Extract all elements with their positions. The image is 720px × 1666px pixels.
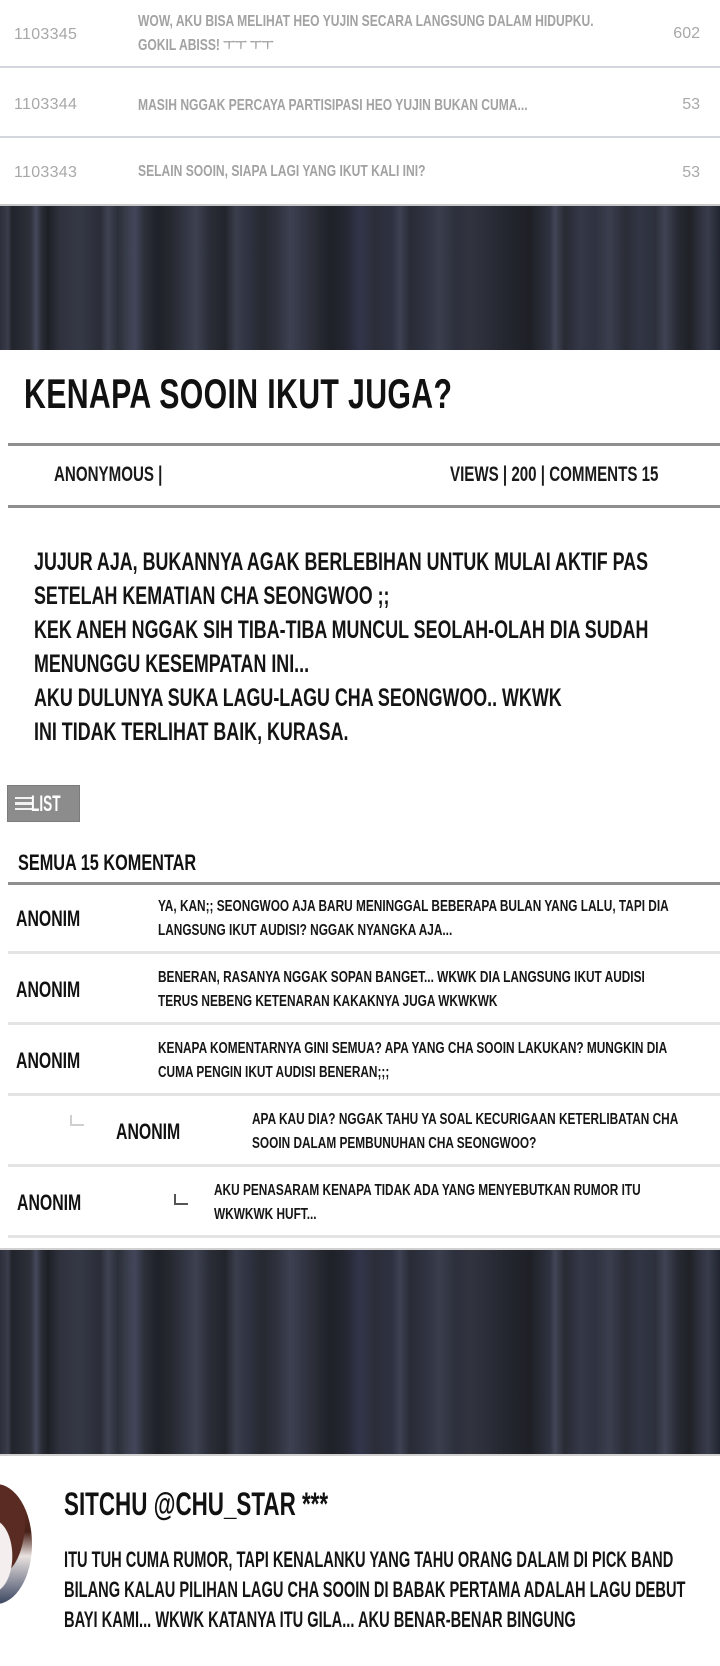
comment-text: AKU PENASARAM KENAPA TIDAK ADA YANG MENYEBUTKAN RUMOR ITU WKWKWK HUFT... [214, 1182, 641, 1223]
comment-text: KENAPA KOMENTARNYA GINI SEMUA? APA YANG CHA SOOIN LAKUKAN? MUNGKIN DIA CUMA PENGIN IKUT AUDISI BENERAN;;; [158, 1040, 668, 1081]
thread-row[interactable] [0, 140, 720, 204]
list-button-label: LIST [31, 790, 61, 816]
comment-author: ANONIM [116, 1119, 181, 1144]
thread-row[interactable] [0, 0, 720, 68]
list-button[interactable] [7, 785, 80, 822]
thread-row[interactable] [0, 70, 720, 138]
divider [8, 505, 720, 508]
divider [8, 443, 720, 446]
thread-count: 53 [682, 96, 700, 113]
comment-author: ANONIM [16, 977, 81, 1002]
post-body: JUJUR AJA, BUKANNYA AGAK BERLEBIHAN UNTUK MULAI AKTIF PAS SETELAH KEMATIAN CHA SEONGWOO ;; KEK ANEH NGGAK SIH TIBA-TIBA MUNCUL SEOLAH-OLAH DIA SUDAH MENUNGGU KESEMPATAN INI... AKU DULUNYA SUKA LAGU-LAGU CHA SEONGWOO.. WKWK INI TIDAK TERLIHAT BAIK, KURASA. [34, 548, 649, 746]
thread-title[interactable]: SELAIN SOOIN, SIAPA LAGI YANG IKUT KALI INI? [138, 163, 426, 180]
comment-author: ANONIM [16, 1048, 81, 1073]
comments-heading: SEMUA 15 KOMENTAR [18, 850, 197, 875]
thread-count: 53 [682, 164, 700, 181]
hamburger-icon [15, 797, 26, 811]
thread-title[interactable]: WOW, AKU BISA MELIHAT HEO YUJIN SECARA LANGSUNG DALAM HIDUPKU. GOKIL ABISS! ㅜㅜ ㅜㅜ [138, 13, 594, 54]
sitchu-post-body: ITU TUH CUMA RUMOR, TAPI KENALANKU YANG TAHU ORANG DALAM DI PICK BAND BILANG KALAU PILIHAN LAGU CHA SOOIN DI BABAK PERTAMA ADALAH LAGU DEBUT BAYI KAMI... WKWK KATANYA ITU GILA... AKU BENAR-BENAR BINGUNG [64, 1547, 686, 1632]
comment-text: BENERAN, RASANYA NGGAK SOPAN BANGET... WKWK DIA LANGSUNG IKUT AUDISI TERUS NEBENG KETENARAN KAKAKNYA JUGA WKWKWK [158, 969, 645, 1010]
reply-indent-icon [70, 1115, 84, 1126]
comment-text: YA, KAN;; SEONGWOO AJA BARU MENINGGAL BEBERAPA BULAN YANG LALU, TAPI DIA LANGSUNG IKUT AUDISI? NGGAK NYANGKA AJA... [158, 898, 669, 939]
reply-indent-icon [174, 1194, 188, 1205]
thread-count: 602 [673, 25, 700, 42]
post-title: KENAPA SOOIN IKUT JUGA? [24, 370, 453, 417]
divider [8, 882, 720, 885]
comment-row [8, 1028, 720, 1096]
comment-reply-row [8, 1099, 720, 1167]
panel-divider-band [0, 204, 720, 350]
post-author: ANONYMOUS | [54, 463, 163, 486]
comment-author: ANONIM [17, 1190, 82, 1215]
comment-reply-row [8, 1170, 720, 1238]
comment-text: APA KAU DIA? NGGAK TAHU YA SOAL KECURIGAAN KETERLIBATAN CHA SOOIN DALAM PEMBUNUHAN CHA SEONGWOO? [252, 1111, 679, 1152]
thread-id: 1103344 [14, 96, 78, 113]
comment-row [8, 957, 720, 1025]
comment-author: ANONIM [16, 906, 81, 931]
thread-title[interactable]: MASIH NGGAK PERCAYA PARTISIPASI HEO YUJIN BUKAN CUMA... [138, 97, 528, 114]
thread-id: 1103345 [14, 26, 78, 43]
comment-row [8, 886, 720, 954]
post-stats: VIEWS | 200 | COMMENTS 15 [450, 463, 659, 486]
panel-divider-band [0, 1248, 720, 1456]
user-handle: SITCHU @CHU_STAR *** [64, 1486, 329, 1522]
avatar [0, 1484, 32, 1604]
thread-id: 1103343 [14, 164, 78, 181]
thread-list [0, 0, 720, 204]
